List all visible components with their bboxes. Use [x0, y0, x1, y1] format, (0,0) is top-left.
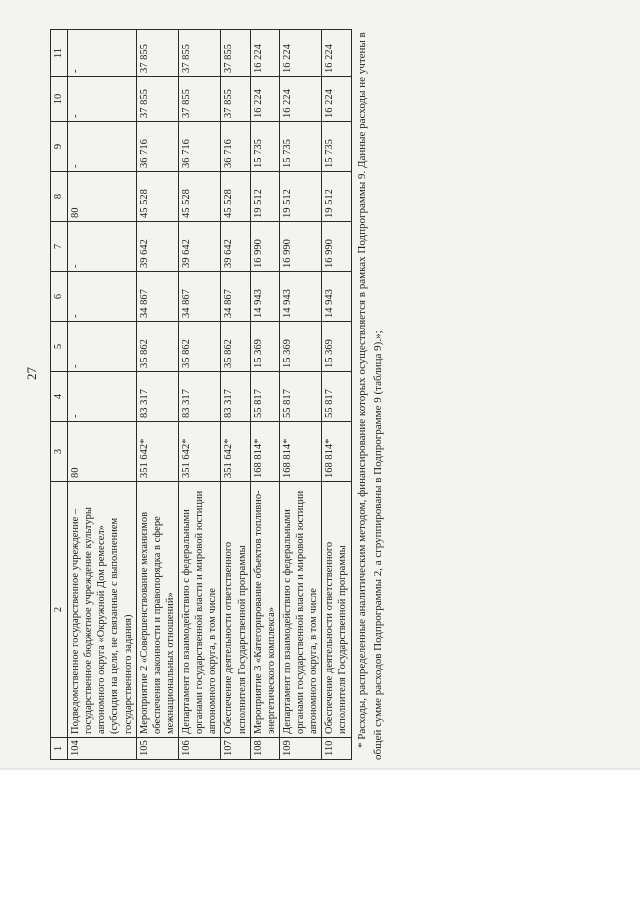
header-cell: 3	[51, 422, 68, 482]
header-cell: 6	[51, 272, 68, 322]
value-cell: 19 512	[279, 172, 321, 222]
table-row	[322, 30, 351, 760]
value-cell: 36 716	[179, 122, 221, 172]
value-cell: 168 814*	[250, 422, 279, 482]
footnote: * Расходы, распределенные аналитическим методом, финансирование которых осуществляется в рамках Подпрограммы 9. Данные расходы не учтены в общей сумме расходов Подпрограммы 2, а сгруппированы в Подпрограмме 9 (таблица 9).»;	[356, 32, 384, 760]
header-cell: 10	[51, 77, 68, 122]
value-cell: 37 855	[136, 77, 178, 122]
header-cell: 8	[51, 172, 68, 222]
value-cell: 36 716	[221, 122, 250, 172]
value-cell: 19 512	[322, 172, 351, 222]
table-row	[221, 30, 250, 760]
value-cell: 37 855	[179, 77, 221, 122]
value-cell: 83 317	[179, 372, 221, 422]
value-cell: 37 855	[179, 30, 221, 77]
budget-table	[50, 29, 352, 760]
header-cell: 11	[51, 30, 68, 77]
value-cell: 16 990	[322, 222, 351, 272]
value-cell: 45 528	[136, 172, 178, 222]
page-number: 27	[24, 367, 39, 380]
value-cell: 55 817	[279, 372, 321, 422]
value-cell: 16 224	[322, 77, 351, 122]
row-name-cell: Обеспечение деятельности ответственного исполнителя Государственной программы	[221, 482, 250, 738]
value-cell: 14 943	[279, 272, 321, 322]
value-cell: 351 642*	[136, 422, 178, 482]
value-cell: 16 990	[250, 222, 279, 272]
value-cell: -	[68, 272, 137, 322]
value-cell: -	[68, 30, 137, 77]
value-cell: 45 528	[221, 172, 250, 222]
value-cell: 16 990	[279, 222, 321, 272]
row-name-cell: Обеспечение деятельности ответственного исполнителя Государственной программы	[322, 482, 351, 738]
row-number-cell: 109	[279, 738, 321, 760]
table-row	[279, 30, 321, 760]
value-cell: 37 855	[136, 30, 178, 77]
value-cell: -	[68, 222, 137, 272]
value-cell: 15 369	[279, 322, 321, 372]
value-cell: 16 224	[250, 30, 279, 77]
value-cell: 16 224	[279, 30, 321, 77]
value-cell: 34 867	[221, 272, 250, 322]
value-cell: 351 642*	[179, 422, 221, 482]
row-number-cell: 105	[136, 738, 178, 760]
value-cell: 15 735	[250, 122, 279, 172]
row-number-cell: 110	[322, 738, 351, 760]
value-cell: 39 642	[179, 222, 221, 272]
value-cell: -	[68, 77, 137, 122]
value-cell: 19 512	[250, 172, 279, 222]
value-cell: 45 528	[179, 172, 221, 222]
row-number-cell: 107	[221, 738, 250, 760]
value-cell: 34 867	[136, 272, 178, 322]
header-cell: 1	[51, 738, 68, 760]
value-cell: 16 224	[279, 77, 321, 122]
value-cell: 35 862	[179, 322, 221, 372]
value-cell: -	[68, 122, 137, 172]
value-cell: 16 224	[250, 77, 279, 122]
value-cell: 83 317	[136, 372, 178, 422]
header-cell: 9	[51, 122, 68, 172]
value-cell: 83 317	[221, 372, 250, 422]
value-cell: 80	[68, 422, 137, 482]
value-cell: 15 369	[250, 322, 279, 372]
value-cell: 14 943	[250, 272, 279, 322]
header-cell: 5	[51, 322, 68, 372]
row-number-cell: 106	[179, 738, 221, 760]
value-cell: 39 642	[221, 222, 250, 272]
header-cell: 4	[51, 372, 68, 422]
value-cell: 15 735	[322, 122, 351, 172]
value-cell: 37 855	[221, 77, 250, 122]
value-cell: -	[68, 372, 137, 422]
value-cell: -	[68, 322, 137, 372]
table-row	[68, 30, 137, 760]
table-row	[136, 30, 178, 760]
value-cell: 14 943	[322, 272, 351, 322]
value-cell: 168 814*	[322, 422, 351, 482]
header-cell: 7	[51, 222, 68, 272]
table-row	[250, 30, 279, 760]
value-cell: 35 862	[221, 322, 250, 372]
value-cell: 55 817	[322, 372, 351, 422]
table-row	[179, 30, 221, 760]
table-header-row	[51, 30, 68, 760]
row-number-cell: 104	[68, 738, 137, 760]
value-cell: 35 862	[136, 322, 178, 372]
value-cell: 39 642	[136, 222, 178, 272]
scan-edge	[0, 768, 640, 771]
value-cell: 37 855	[221, 30, 250, 77]
value-cell: 80	[68, 172, 137, 222]
value-cell: 351 642*	[221, 422, 250, 482]
value-cell: 15 369	[322, 322, 351, 372]
row-name-cell: Мероприятие 2 «Совершенствование механизмов обеспечения законности и правопорядка в сфере межнациональных отношений»	[136, 482, 178, 738]
header-cell: 2	[51, 482, 68, 738]
rotated-content	[20, 30, 420, 760]
value-cell: 34 867	[179, 272, 221, 322]
row-number-cell: 108	[250, 738, 279, 760]
value-cell: 15 735	[279, 122, 321, 172]
row-name-cell: Мероприятие 3 «Категорирование объектов топливно-энергетического комплекса»	[250, 482, 279, 738]
value-cell: 36 716	[136, 122, 178, 172]
row-name-cell: Департамент по взаимодействию с федеральными органами государственной власти и мировой юстиции автономного округа, в том числе	[179, 482, 221, 738]
row-name-cell: Департамент по взаимодействию с федеральными органами государственной власти и мировой юстиции автономного округа, в том числе	[279, 482, 321, 738]
row-name-cell: Подведомственное государственное учреждение – государственное бюджетное учреждение культуры автономного округа «Окружной Дом ремесел» (субсидия на цели, не связанные с выполнением государственного задания)	[68, 482, 137, 738]
value-cell: 168 814*	[279, 422, 321, 482]
value-cell: 55 817	[250, 372, 279, 422]
value-cell: 16 224	[322, 30, 351, 77]
